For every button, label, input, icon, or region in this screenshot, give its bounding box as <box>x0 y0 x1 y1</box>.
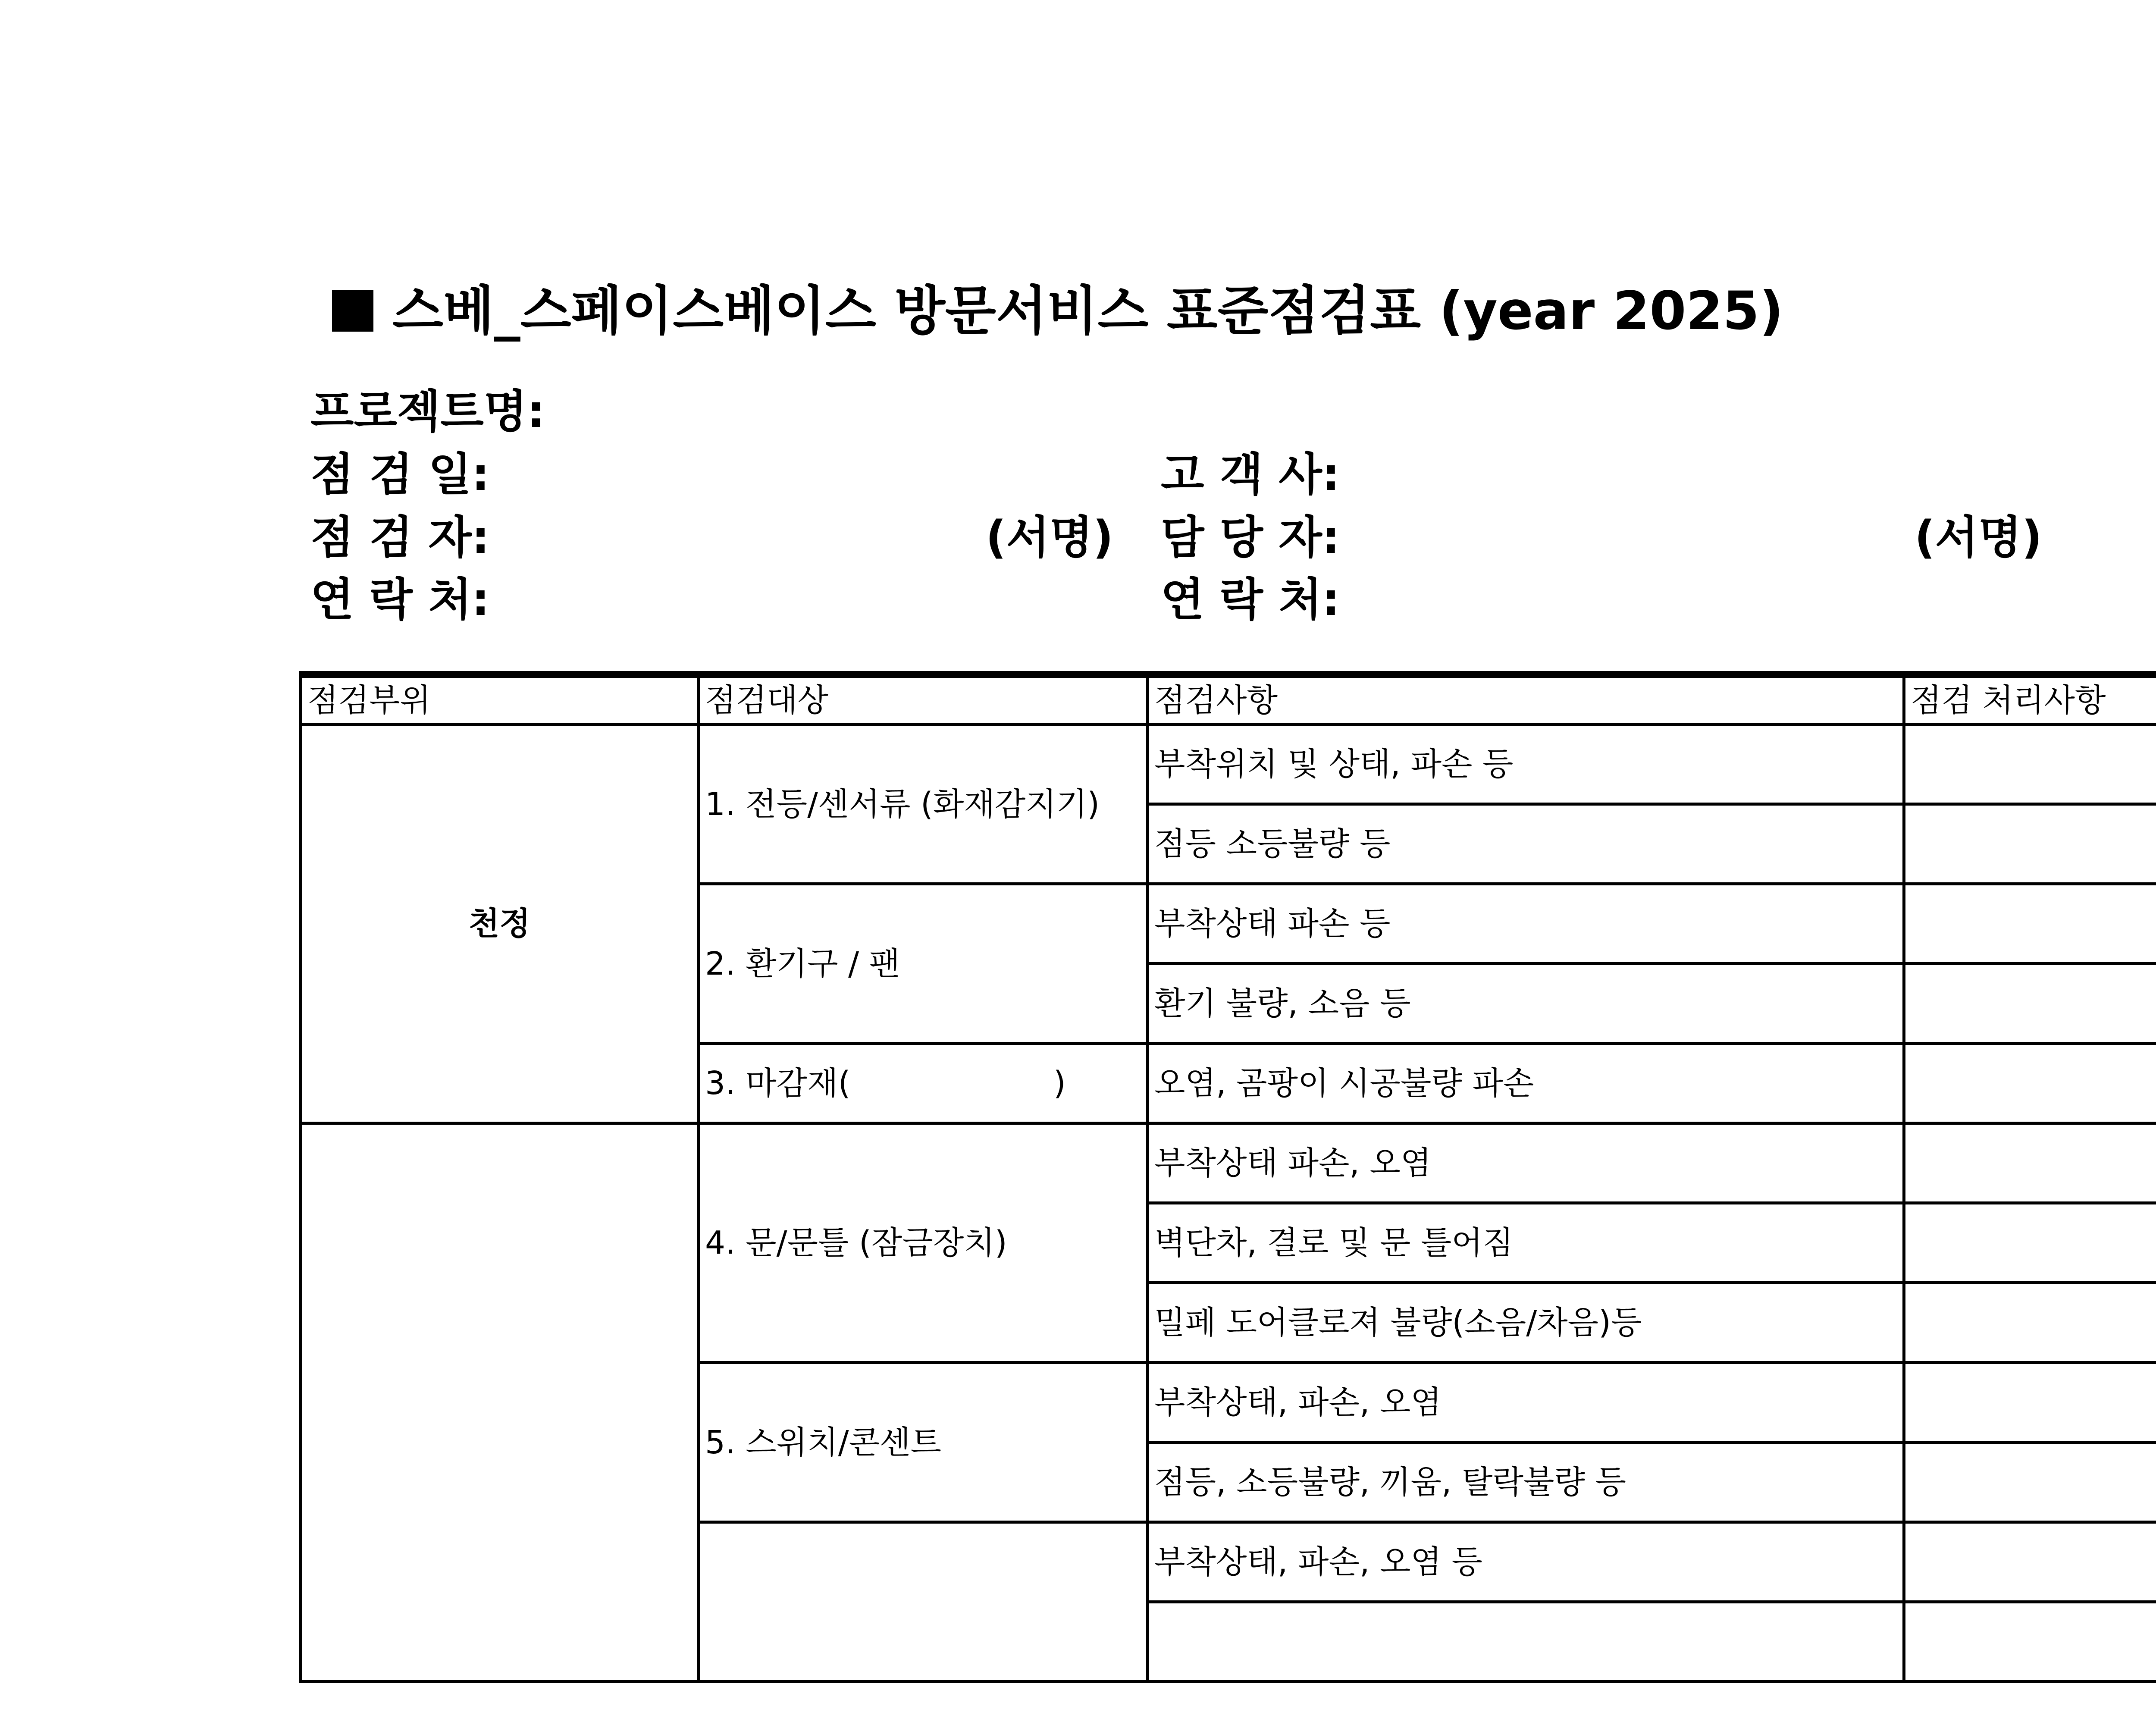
inspector-signature-label: (서명) <box>986 511 1113 564</box>
result-cell[interactable] <box>1904 1044 2156 1123</box>
table-row <box>301 724 2156 804</box>
inspection-item: 환기 불량, 소음 등 <box>1148 964 1904 1044</box>
project-name-label: 프로젝트명: <box>310 385 545 438</box>
column-header: 점검부위 <box>301 678 699 724</box>
inspector-label: 점 검 자: <box>310 511 490 564</box>
inspection-item <box>1148 1602 1904 1682</box>
document-title <box>332 280 1783 342</box>
inspection-table <box>299 678 2156 1683</box>
inspection-date-label: 점 검 일: <box>310 448 490 501</box>
inspection-sheet <box>299 671 2156 1725</box>
inspection-part <box>301 1123 699 1682</box>
customer-label: 고 객 사: <box>1161 448 1340 501</box>
contact-label: 연 락 처: <box>310 573 490 626</box>
column-header: 점검사항 <box>1148 678 1904 724</box>
inspection-item: 부착상태 파손, 오염 <box>1148 1123 1904 1203</box>
result-cell[interactable] <box>1904 884 2156 964</box>
table-header-row <box>301 678 2156 724</box>
result-cell[interactable] <box>1904 1602 2156 1682</box>
column-header: 점검대상 <box>699 678 1148 724</box>
result-cell[interactable] <box>1904 1443 2156 1522</box>
inspection-item: 부착상태 파손 등 <box>1148 884 1904 964</box>
black-square-icon <box>332 290 373 332</box>
result-cell[interactable] <box>1904 804 2156 884</box>
customer-contact-label: 연 락 처: <box>1161 573 1340 626</box>
inspection-item: 오염, 곰팡이 시공불량 파손 <box>1148 1044 1904 1123</box>
result-cell[interactable] <box>1904 1203 2156 1283</box>
result-cell[interactable] <box>1904 724 2156 804</box>
table-row <box>301 1123 2156 1203</box>
inspection-item: 벽단차, 결로 및 문 틀어짐 <box>1148 1203 1904 1283</box>
inspection-target: 4. 문/문틀 (잠금장치) <box>699 1123 1148 1363</box>
result-cell[interactable] <box>1904 1283 2156 1363</box>
title-text: 스베_스페이스베이스 방문서비스 표준점검표 (year 2025) <box>392 280 1783 342</box>
inspection-item: 점등, 소등불량, 끼움, 탈락불량 등 <box>1148 1443 1904 1522</box>
column-header: 점검 처리사항 <box>1904 678 2156 724</box>
manager-signature-label: (서명) <box>1915 511 2042 564</box>
manager-label: 담 당 자: <box>1161 511 1340 564</box>
inspection-item: 밀페 도어클로져 불량(소음/차음)등 <box>1148 1283 1904 1363</box>
inspection-target: 3. 마감재( ) <box>699 1044 1148 1123</box>
inspection-part: 천정 <box>301 724 699 1123</box>
result-cell[interactable] <box>1904 1123 2156 1203</box>
inspection-target <box>699 1522 1148 1682</box>
inspection-item: 점등 소등불량 등 <box>1148 804 1904 884</box>
inspection-target: 1. 전등/센서류 (화재감지기) <box>699 724 1148 884</box>
inspection-item: 부착상태, 파손, 오염 <box>1148 1363 1904 1443</box>
inspection-target: 2. 환기구 / 팬 <box>699 884 1148 1044</box>
result-cell[interactable] <box>1904 964 2156 1044</box>
inspection-item: 부착위치 및 상태, 파손 등 <box>1148 724 1904 804</box>
inspection-item: 부착상태, 파손, 오염 등 <box>1148 1522 1904 1602</box>
result-cell[interactable] <box>1904 1522 2156 1602</box>
inspection-target: 5. 스위치/콘센트 <box>699 1363 1148 1522</box>
result-cell[interactable] <box>1904 1363 2156 1443</box>
